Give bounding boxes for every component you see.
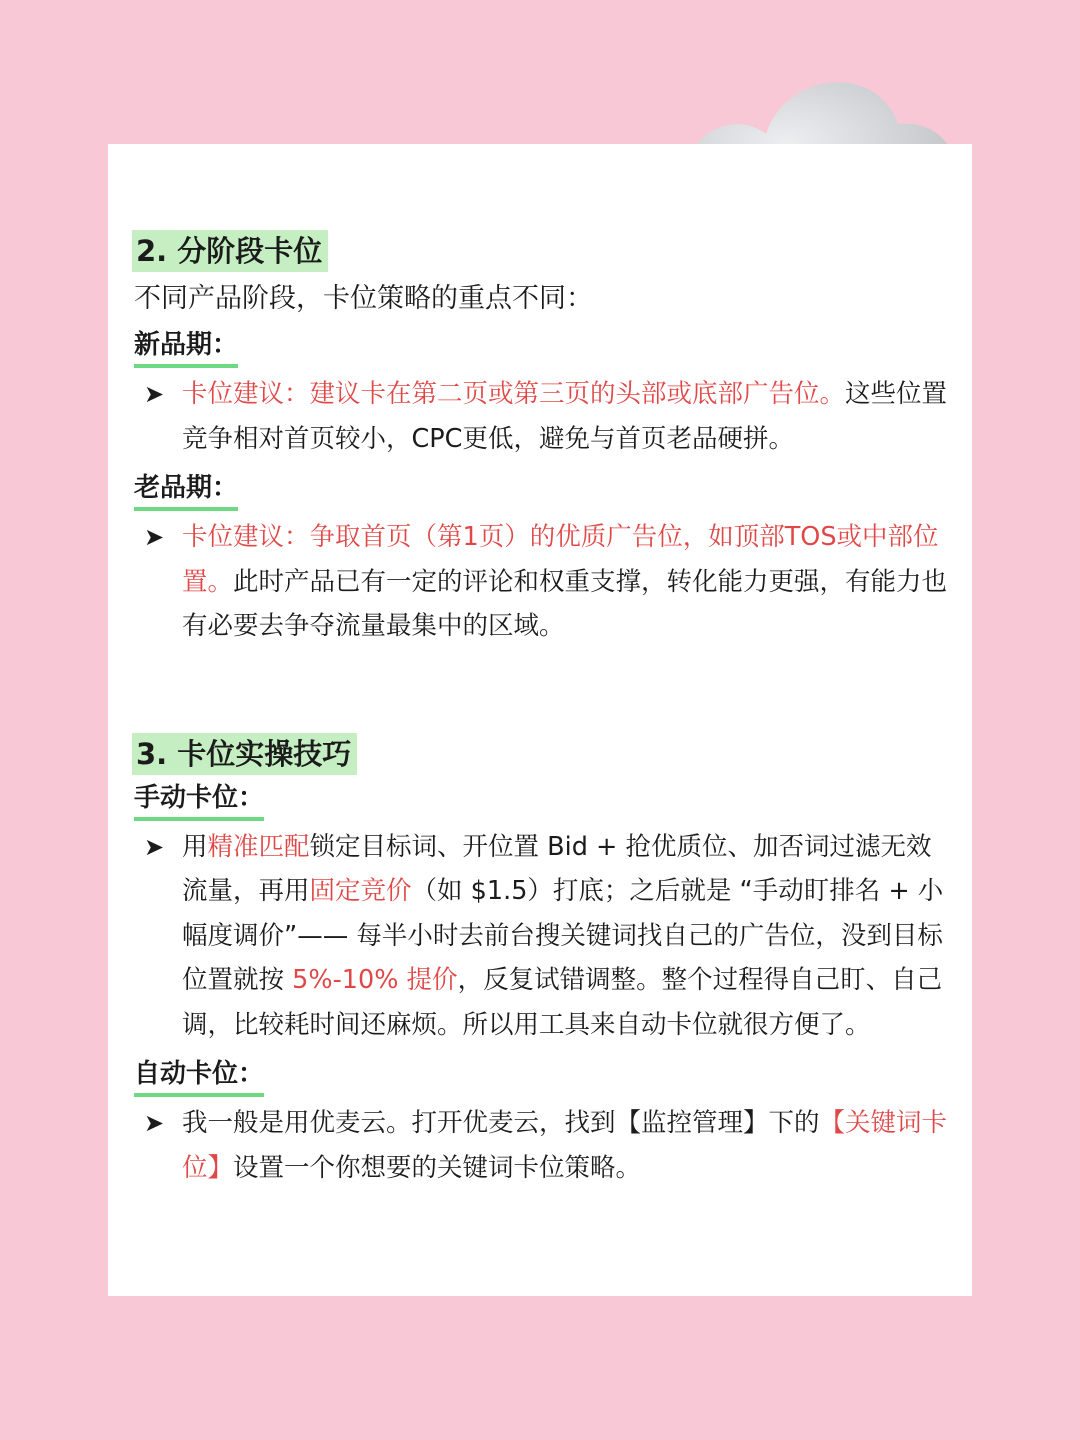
highlight-text: 【关键词卡位】 [182,1108,948,1183]
arrow-bullet-icon: ➤ [144,380,165,408]
auto-positioning-label: 自动卡位： [134,1057,264,1097]
list-item [132,825,952,1048]
body-text: 设置一个你想要的关键词卡位策略。 [233,1152,642,1183]
arrow-bullet-icon: ➤ [144,523,165,551]
highlight-text: 卡位建议：建议卡在第二页或第三页的头部或底部广告位。 [182,379,846,409]
body-text: 我一般是用优麦云。打开优麦云，找到【监控管理】下的 [182,1108,820,1138]
list-item [132,515,952,649]
body-text: 这些位置竞争相对首页较小，CPC更低，避免与首页老品硬拼。 [182,379,948,454]
arrow-bullet-icon: ➤ [144,832,165,861]
body-text: 用 [182,831,208,862]
section-staged-positioning [132,230,952,649]
highlight-text: 固定竞价 [309,876,412,906]
section-intro: 不同产品阶段，卡位策略的重点不同： [134,283,593,314]
new-product-label: 新品期： [134,328,238,368]
list-item [132,1101,952,1190]
section-positioning-tips [132,733,952,1191]
body-text: 锁定目标词、开位置 Bid + 抢优质位、加否词过滤无效流量，再用 [182,831,932,906]
section-heading: 3. 卡位实操技巧 [132,733,357,775]
body-text: ，反复试错调整。整个过程得自己盯、自己调，比较耗时间还麻烦。所以用工具来自动卡位就很方便了。 [182,965,943,1040]
section-heading: 2. 分阶段卡位 [132,230,328,272]
content-card [108,144,972,1296]
old-product-label: 老品期： [134,471,238,511]
list-item [132,372,952,461]
arrow-bullet-icon: ➤ [144,1109,165,1137]
highlight-text: 卡位建议：争取首页（第1页）的优质广告位，如顶部TOS或中部位置。 [182,522,939,597]
highlight-text: 精准匹配 [207,831,310,862]
body-text: （如 $1.5）打底；之后就是 “手动盯排名 + 小幅度调价”—— 每半小时去前台搜关键词找自己的广告位，没到目标位置就按 [182,876,944,995]
manual-positioning-label: 手动卡位： [134,781,264,821]
body-text: 此时产品已有一定的评论和权重支撑，转化能力更强，有能力也有必要去争夺流量最集中的区域。 [182,566,948,641]
highlight-text: 5%-10% 提价 [292,965,458,995]
